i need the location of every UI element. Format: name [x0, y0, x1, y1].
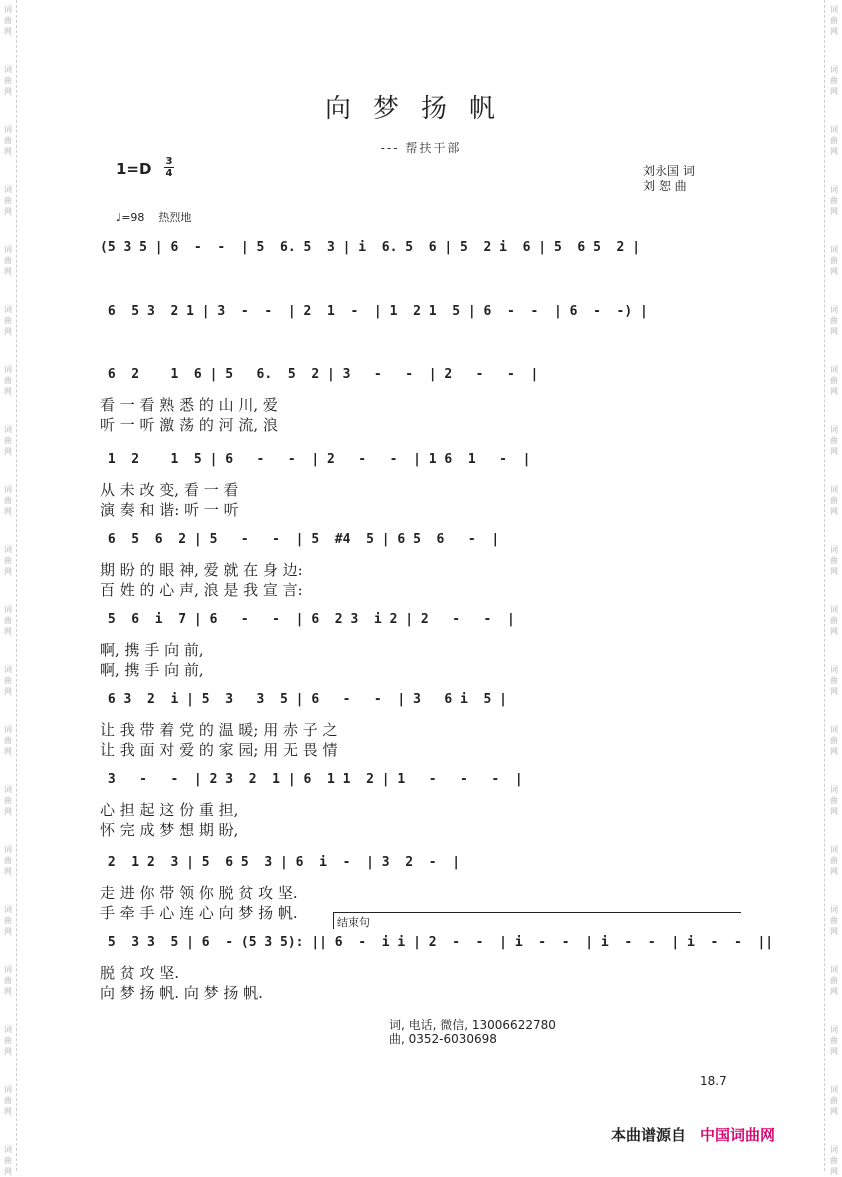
watermark-text: 词曲网	[830, 545, 838, 576]
notation-text: 1 2 1 5 | 6 - - | 2 - - | 1 6 1 - |	[100, 452, 531, 467]
lyric-line: 看 一 看 熟 悉 的 山 川, 爱	[100, 396, 278, 414]
tempo-style: 热烈地	[158, 211, 192, 224]
staff-line	[100, 240, 740, 264]
watermark-text: 词曲网	[830, 245, 838, 276]
watermark-text: 词曲网	[4, 305, 12, 336]
ending-label: 结束句	[337, 916, 370, 929]
watermark-text: 词曲网	[4, 125, 12, 156]
watermark-text: 词曲网	[830, 1145, 838, 1176]
watermark-text: 词曲网	[4, 845, 12, 876]
staff-line	[100, 692, 740, 716]
lyric-line: 走 进 你 带 领 你 脱 贫 攻 坚.	[100, 884, 298, 902]
notation-text: 5 3 3 5 | 6 - (5 3 5): || 6 - i i | 2 - - | i - - | i - - | i - - ||	[100, 935, 774, 950]
staff-line	[100, 532, 740, 556]
date-stamp: 18.7	[700, 1074, 727, 1088]
lyric-line: 啊, 携 手 向 前,	[100, 641, 204, 659]
notation-text: 2 1 2 3 | 5 6 5 3 | 6 i - | 3 2 - |	[100, 855, 461, 870]
lyric-line: 听 一 听 激 荡 的 河 流, 浪	[100, 416, 278, 434]
watermark-text: 词曲网	[4, 65, 12, 96]
notation-text: 5 6 i 7 | 6 - - | 6 2 3 i 2 | 2 - - |	[100, 612, 515, 627]
ending-bracket	[333, 912, 741, 929]
watermark-text: 词曲网	[830, 425, 838, 456]
watermark-text: 词曲网	[830, 965, 838, 996]
lyric-line: 向 梦 扬 帆. 向 梦 扬 帆.	[100, 984, 263, 1002]
lyric-line: 让 我 带 着 党 的 温 暖; 用 赤 子 之	[100, 721, 338, 739]
watermark-text: 词曲网	[830, 1025, 838, 1056]
lyric-line: 让 我 面 对 爱 的 家 园; 用 无 畏 情	[100, 741, 338, 759]
watermark-text: 词曲网	[4, 365, 12, 396]
lyric-line: 心 担 起 这 份 重 担,	[100, 801, 239, 819]
watermark-text: 词曲网	[4, 605, 12, 636]
watermark-text: 词曲网	[4, 185, 12, 216]
source-footer	[611, 1124, 775, 1145]
lyric-line: 手 牵 手 心 连 心 向 梦 扬 帆.	[100, 904, 298, 922]
watermark-text: 词曲网	[830, 605, 838, 636]
source-label: 本曲谱源自	[611, 1126, 687, 1144]
watermark-text: 词曲网	[4, 965, 12, 996]
watermark-text: 词曲网	[4, 905, 12, 936]
notation-text: 6 5 6 2 | 5 - - | 5 #4 5 | 6 5 6 - |	[100, 532, 500, 547]
watermark-text: 词曲网	[4, 725, 12, 756]
composer-credit: 刘 恕 曲	[643, 179, 687, 193]
notation-text: 6 2 1 6 | 5 6. 5 2 | 3 - - | 2 - - |	[100, 367, 539, 382]
watermark-text: 词曲网	[4, 425, 12, 456]
credits	[643, 164, 695, 194]
watermark-text: 词曲网	[830, 845, 838, 876]
staff-line	[100, 935, 774, 959]
watermark-text: 词曲网	[830, 305, 838, 336]
watermark-text: 词曲网	[830, 185, 838, 216]
tempo-value: ♩=98	[116, 211, 145, 224]
lyric-line: 期 盼 的 眼 神, 爱 就 在 身 边:	[100, 561, 303, 579]
staff-line	[100, 855, 740, 879]
lyricist-credit: 刘永国 词	[643, 164, 695, 178]
watermark-text: 词曲网	[4, 665, 12, 696]
lyric-line: 百 姓 的 心 声, 浪 是 我 宣 言:	[100, 581, 303, 599]
lyric-line: 啊, 携 手 向 前,	[100, 661, 204, 679]
source-brand-link[interactable]: 中国词曲网	[700, 1126, 776, 1144]
notation-text: 6 3 2 i | 5 3 3 5 | 6 - - | 3 6 i 5 |	[100, 692, 507, 707]
watermark-text: 词曲网	[830, 665, 838, 696]
watermark-text: 词曲网	[830, 725, 838, 756]
tempo-marking	[116, 209, 191, 225]
watermark-text: 词曲网	[830, 785, 838, 816]
watermark-text: 词曲网	[4, 485, 12, 516]
lyric-line: 演 奏 和 谐: 听 一 听	[100, 501, 239, 519]
watermark-text: 词曲网	[830, 5, 838, 36]
staff-line	[100, 452, 740, 476]
watermark-text: 词曲网	[4, 5, 12, 36]
staff-line	[100, 304, 740, 328]
watermark-text: 词曲网	[830, 485, 838, 516]
watermark-text: 词曲网	[830, 905, 838, 936]
watermark-text: 词曲网	[830, 365, 838, 396]
watermark-text: 词曲网	[830, 125, 838, 156]
contact-info	[389, 1018, 556, 1046]
watermark-text: 词曲网	[4, 1085, 12, 1116]
watermark-text: 词曲网	[4, 785, 12, 816]
time-signature	[163, 156, 175, 179]
watermark-text: 词曲网	[4, 1145, 12, 1176]
lyric-line: 怀 完 成 梦 想 期 盼,	[100, 821, 239, 839]
staff-line	[100, 612, 740, 636]
key-signature: 1=D	[116, 160, 152, 178]
staff-line	[100, 367, 740, 391]
song-title: 向梦扬帆	[324, 94, 517, 124]
meter-top: 3	[165, 156, 173, 167]
watermark-text: 词曲网	[4, 1025, 12, 1056]
watermark-text: 词曲网	[4, 545, 12, 576]
lyricist-contact: 词, 电话, 微信, 13006622780	[389, 1018, 556, 1032]
lyric-line: 脱 贫 攻 坚.	[100, 964, 180, 982]
song-subtitle: --- 帮扶干部	[380, 141, 462, 155]
meter-bottom: 4	[165, 168, 173, 179]
lyric-line: 从 未 改 变, 看 一 看	[100, 481, 239, 499]
notation-text: 6 5 3 2 1 | 3 - - | 2 1 - | 1 2 1 5 | 6 - - | 6 - -) |	[100, 304, 648, 319]
composer-contact: 曲, 0352-6030698	[389, 1032, 497, 1046]
staff-line	[100, 772, 740, 796]
watermark-text: 词曲网	[830, 1085, 838, 1116]
watermark-text: 词曲网	[4, 245, 12, 276]
watermark-text: 词曲网	[830, 65, 838, 96]
notation-text: (5 3 5 | 6 - - | 5 6. 5 3 | i 6. 5 6 | 5 2 i 6 | 5 6 5 2 |	[100, 240, 641, 255]
notation-text: 3 - - | 2 3 2 1 | 6 1 1 2 | 1 - - - |	[100, 772, 523, 787]
